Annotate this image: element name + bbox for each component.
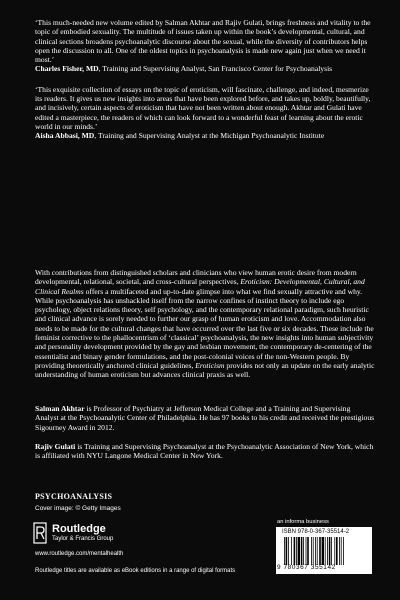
review-quote-1: ‘This much-needed new volume edited by Salman Akhtar and Rajiv Gulati, brings freshness and vitality to the topic of embodied sexuality. The multitude of issues taken up within the book’s developmental, cultural, and clinical sections broadens psychoanalytic discourse about the sexual, while the diversity of contributors helps open the discussion to all. One of the oldest topics in psychoanalysis is made new again just when we need it most.’ [35, 18, 371, 65]
editor-bio-2 [35, 442, 375, 461]
description-book-title-short: Eroticism [195, 360, 225, 370]
barcode-bar [315, 537, 316, 565]
description-part-2: offers a multifaceted and up-to-date glimpse into what we find sexually attractive and why. While psychoanalysis has unshackled itself from the narrow confines of instinct theory to include ego psychology, object relations theory, self psychology, and the contemporary relational paradigm, such heuristic and clinical advance is sorely needed to further our grasp of human eroticism and love. Accommodation also needs to be made for the cultural changes that have occurred over the last five or six decades. These include the feminist corrective to the phallocentrism of ‘classical’ psychoanalysis, the new insights into human subjectivity and personality development provided by the gay and lesbian movement, the contemporary de-centering of the essentialist and binary gender formulations, and the post-colonial voices of the non-Western people. By providing theoretically anchored clinical guidelines, [35, 286, 374, 370]
publisher-tagline: Taylor & Francis Group [52, 536, 114, 542]
description-part-3: provides not only an update on the early analytic understanding of human eroticism but advances clinical praxis as well. [35, 360, 375, 380]
reviewer-name-1: Charles Fisher, MD [35, 64, 99, 74]
barcode-bar [329, 537, 331, 565]
review-attribution-2 [35, 131, 375, 140]
editor-name-1: Salman Akhtar [35, 404, 85, 413]
barcode-bar [286, 537, 288, 565]
reviewer-role-2: , Training and Supervising Analyst at the Michigan Psychoanalytic Institute [94, 131, 325, 141]
review-attribution-1 [35, 64, 375, 73]
barcode-bar [327, 537, 328, 565]
subject-category: PSYCHOANALYSIS [35, 492, 113, 501]
barcode-bar [307, 537, 309, 565]
editor-bio-1 [35, 404, 375, 432]
barcode-bar [325, 537, 326, 565]
barcode-bar [301, 537, 303, 565]
barcode-bar [322, 537, 324, 565]
reviews-section [35, 18, 375, 152]
ebook-note: Routledge titles are available as eBook editions in a range of digital formats [35, 568, 236, 574]
publisher-url: www.routledge.com/mentalhealth [35, 551, 124, 557]
editor-text-2: is Training and Supervising Psychoanalyst at the Psychoanalytic Association of New York, which is affiliated with NYU Langone Medical Center in New York. [35, 442, 374, 461]
routledge-logo-icon [33, 522, 47, 544]
barcode-bar [288, 537, 289, 565]
barcode-bar [336, 537, 338, 565]
editor-name-2: Rajiv Gulati [35, 442, 76, 451]
barcode-bar [331, 537, 332, 565]
barcode [276, 527, 372, 574]
barcode-bars [284, 537, 366, 565]
barcode-bar [313, 537, 314, 565]
review-quote-2: ‘This exquisite collection of essays on the topic of eroticism, will fascinate, challenge, and indeed, mesmerize its readers. It gives us new insights into areas that have been explored before, and takes up, boldly, beautifully, and incisively, certain aspects of eroticism that have not been written about enough. Akhtar and Gulati have edited a masterpiece, the readers of which can look forward to a wonderful feast of learning about the erotic world in our minds.’ [35, 84, 371, 131]
book-description [35, 268, 375, 380]
barcode-digits: 9 780367 355142 [277, 564, 336, 571]
barcode-bar [291, 537, 292, 565]
barcode-bar [306, 537, 307, 565]
reviewer-name-2: Aisha Abbasi, MD [35, 131, 95, 141]
isbn-label: ISBN 978-0-367-35514-2 [282, 529, 350, 535]
barcode-bar [284, 537, 285, 565]
barcode-bar [341, 537, 342, 565]
barcode-bar [296, 537, 297, 565]
publisher-logo [33, 522, 153, 546]
editor-text-1: is Professor of Psychiatry at Jefferson Medical College and a Training and Supervising Analyst at the Psychoanalytic Center of Philadelphia. He has 97 books to his credit and received the prestigious Sigourney Award in 2012. [35, 404, 375, 432]
barcode-bar [334, 537, 335, 565]
barcode-bar [339, 537, 340, 565]
barcode-bar [294, 537, 296, 565]
informa-tag: an informa business [277, 519, 329, 525]
publisher-name: Routledge [52, 523, 106, 535]
barcode-bar [311, 537, 312, 565]
description-book-title: Eroticism: Developmental, Cultural, and Clinical Realms [35, 277, 365, 296]
barcode-bar [298, 537, 300, 565]
barcode-bar [317, 537, 318, 565]
barcode-bar [319, 537, 321, 565]
barcode-bar [303, 537, 304, 565]
barcode-bar [343, 537, 344, 565]
reviewer-role-1: , Training and Supervising Analyst, San Francisco Center for Psychoanalysis [98, 64, 333, 74]
cover-image-credit: Cover image: © Getty Images [35, 505, 121, 512]
description-part-1: With contributions from distinguished scholars and clinicians who view human erotic desire from modern developmental, relational, societal, and cross-cultural perspectives, [35, 268, 357, 287]
